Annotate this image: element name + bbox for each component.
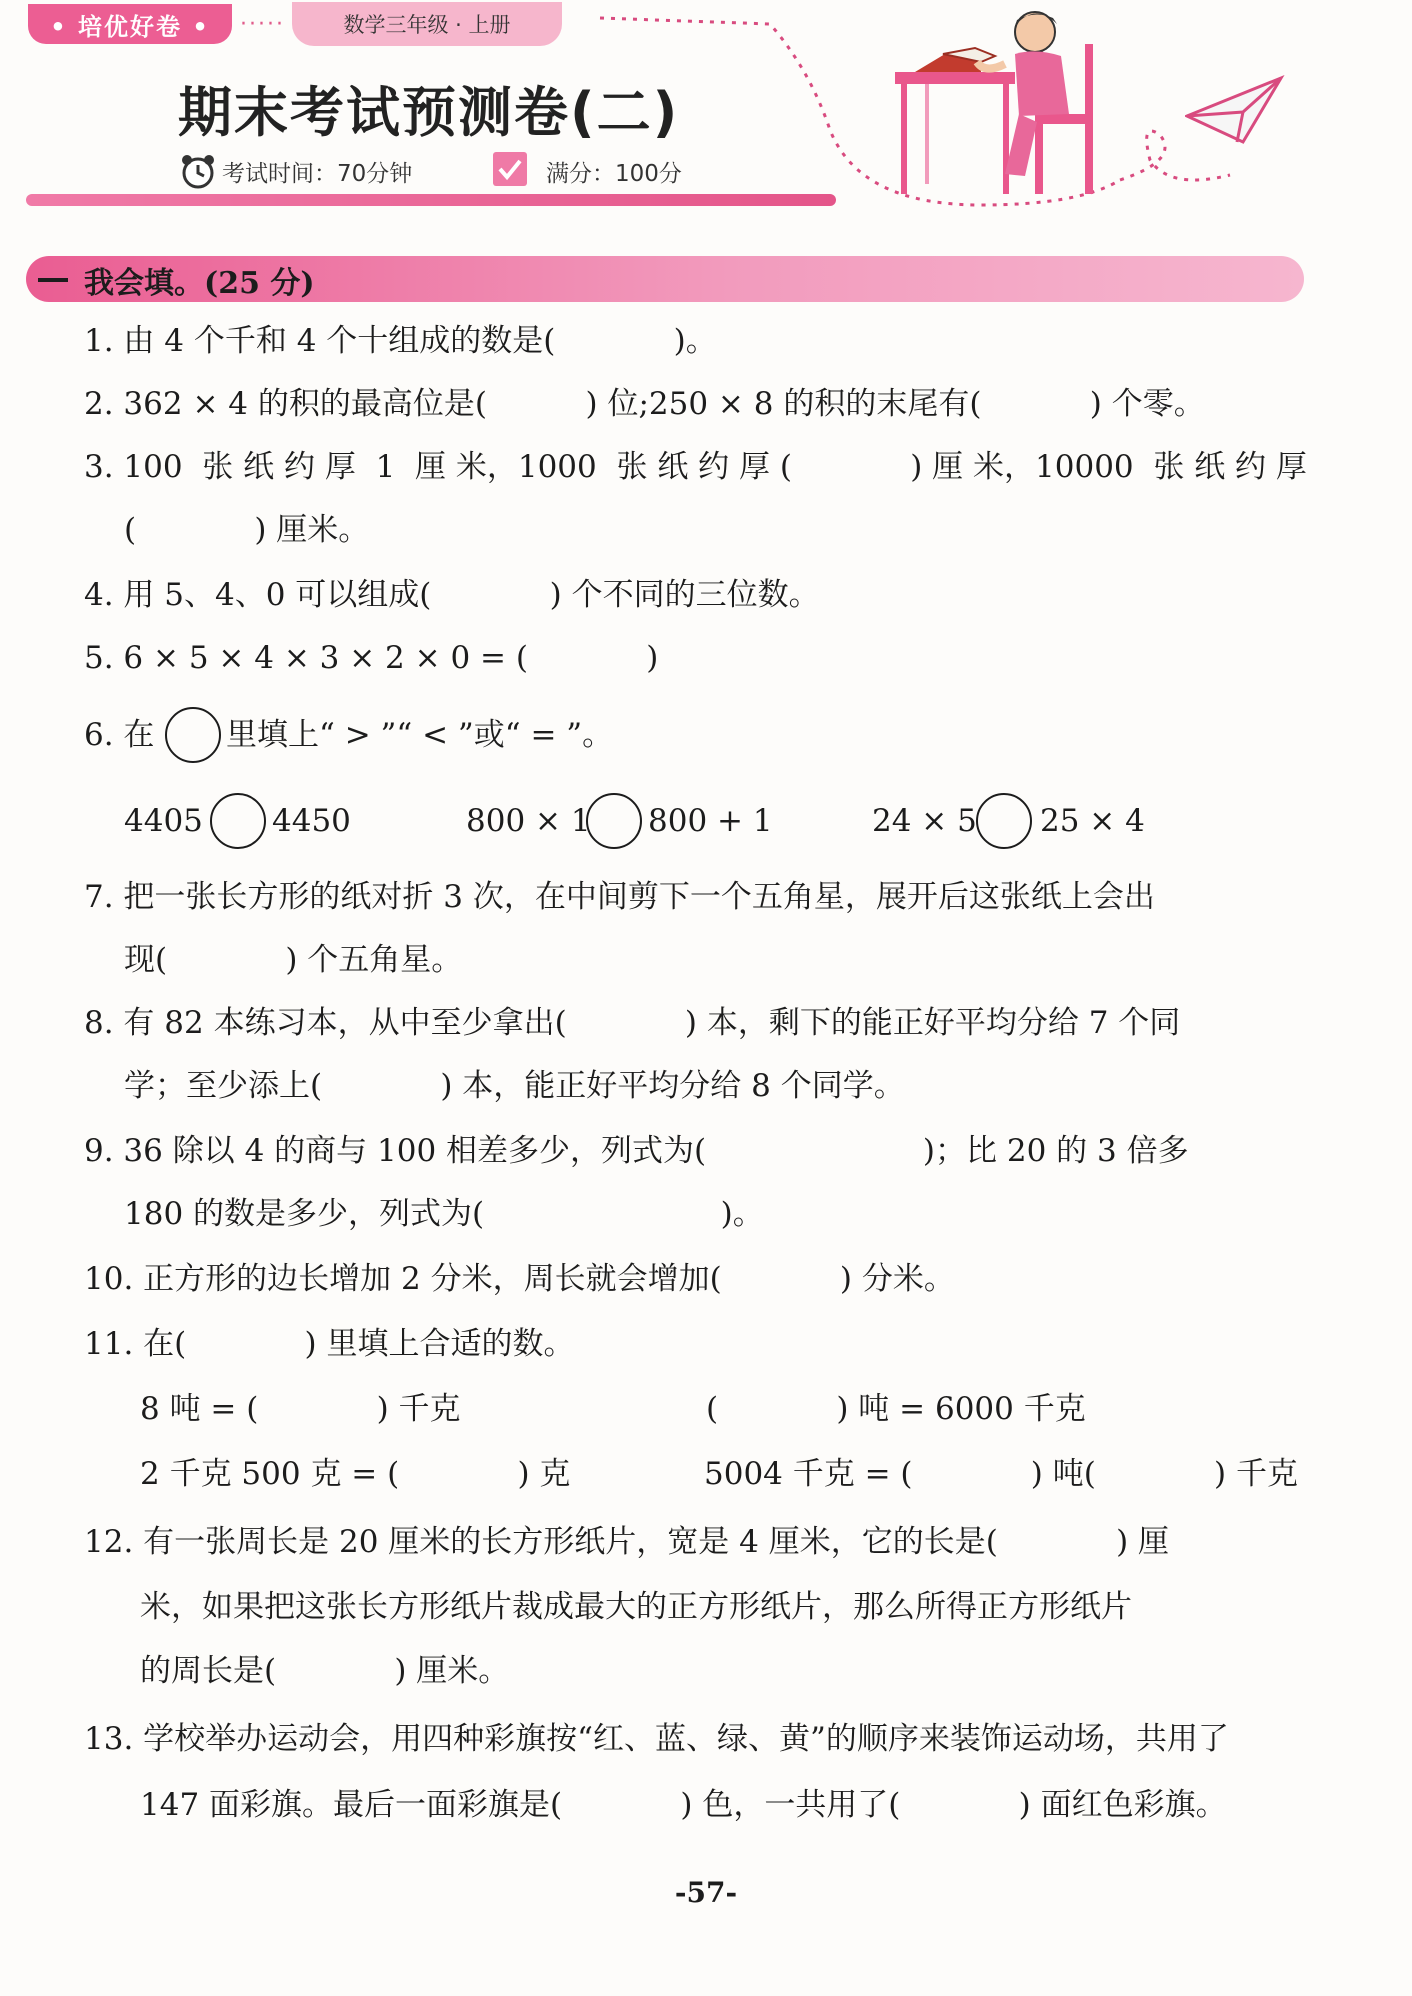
title-underline [26,194,836,206]
alarm-clock-icon [178,152,218,192]
question-3-line-2: ( ) 厘米。 [124,512,370,548]
question-11: 11. 在( ) 里填上合适的数。 [84,1326,575,1362]
question-8-line-1: 8. 有 82 本练习本，从中至少拿出( ) 本，剩下的能正好平均分给 7 个同 [84,1005,1181,1041]
compare-circle-1[interactable] [210,793,266,849]
question-13-line-1: 13. 学校举办运动会，用四种彩旗按“红、蓝、绿、黄”的顺序来装饰运动场，共用了 [84,1721,1229,1757]
compare-2-right: 800 + 1 [648,803,773,839]
section-number-one [38,278,68,282]
question-12-line-2: 米，如果把这张长方形纸片裁成最大的正方形纸片，那么所得正方形纸片 [140,1589,1132,1625]
question-1: 1. 由 4 个千和 4 个十组成的数是( )。 [84,323,717,359]
compare-2-left: 800 × 1 [466,803,591,839]
full-score: 满分：100分 [546,161,682,187]
question-11-item-4: 5004 千克 = ( ) 吨( ) 千克 [704,1456,1299,1492]
exam-title: 期末考试预测卷(二) [178,81,680,144]
compare-3-left: 24 × 5 [872,803,977,839]
question-12-line-3: 的周长是( ) 厘米。 [140,1653,510,1689]
question-11-item-1: 8 吨 = ( ) 千克 [140,1391,461,1427]
compare-circle-example [165,707,221,763]
question-4: 4. 用 5、4、0 可以组成( ) 个不同的三位数。 [84,577,820,613]
question-7-line-1: 7. 把一张长方形的纸对折 3 次，在中间剪下一个五角星，展开后这张纸上会出 [84,879,1155,915]
compare-1-right: 4450 [272,803,351,839]
question-10: 10. 正方形的边长增加 2 分米，周长就会增加( ) 分米。 [84,1261,955,1297]
compare-1-left: 4405 [124,803,203,839]
question-6-instruction: 里填上“ > ”“ < ”或“ = ”。 [226,717,614,753]
page-number: -57- [674,1876,738,1909]
question-9-line-2: 180 的数是多少，列式为( )。 [124,1196,764,1232]
question-7-line-2: 现( ) 个五角星。 [124,942,463,978]
question-3-line-1: 3. 100 张 纸 约 厚 1 厘 米，1000 张 纸 约 厚 ( ) 厘 米，10000 张 纸 约 厚 [84,449,1307,485]
compare-circle-3[interactable] [976,793,1032,849]
section-title: 我会填。(25 分) [84,266,315,301]
question-2: 2. 362 × 4 的积的最高位是( ) 位;250 × 8 的积的末尾有( ) 个零。 [84,386,1205,422]
grade-tab: 数学三年级 · 上册 [292,2,562,46]
tab-dots: ····· [240,12,285,37]
question-13-line-2: 147 面彩旗。最后一面彩旗是( ) 色，一共用了( ) 面红色彩旗。 [140,1787,1227,1823]
question-5: 5. 6 × 5 × 4 × 3 × 2 × 0 = ( ) [84,640,659,676]
paper-airplane-icon [1185,72,1285,152]
series-tab: • 培优好卷 • [28,4,232,44]
question-9-line-1: 9. 36 除以 4 的商与 100 相差多少，列式为( )；比 20 的 3 倍多 [84,1133,1189,1169]
question-6-prefix: 6. 在 [84,717,155,753]
compare-3-right: 25 × 4 [1040,803,1145,839]
question-11-item-3: 2 千克 500 克 = ( ) 克 [140,1456,571,1492]
question-12-line-1: 12. 有一张周长是 20 厘米的长方形纸片，宽是 4 厘米，它的长是( ) 厘 [84,1524,1170,1560]
checkmark-icon [493,152,527,186]
compare-circle-2[interactable] [586,793,642,849]
question-11-item-2: ( ) 吨 = 6000 千克 [706,1391,1086,1427]
question-8-line-2: 学；至少添上( ) 本，能正好平均分给 8 个同学。 [124,1068,905,1104]
student-reading-illustration-icon [885,4,1105,194]
exam-time: 考试时间：70分钟 [222,161,413,187]
